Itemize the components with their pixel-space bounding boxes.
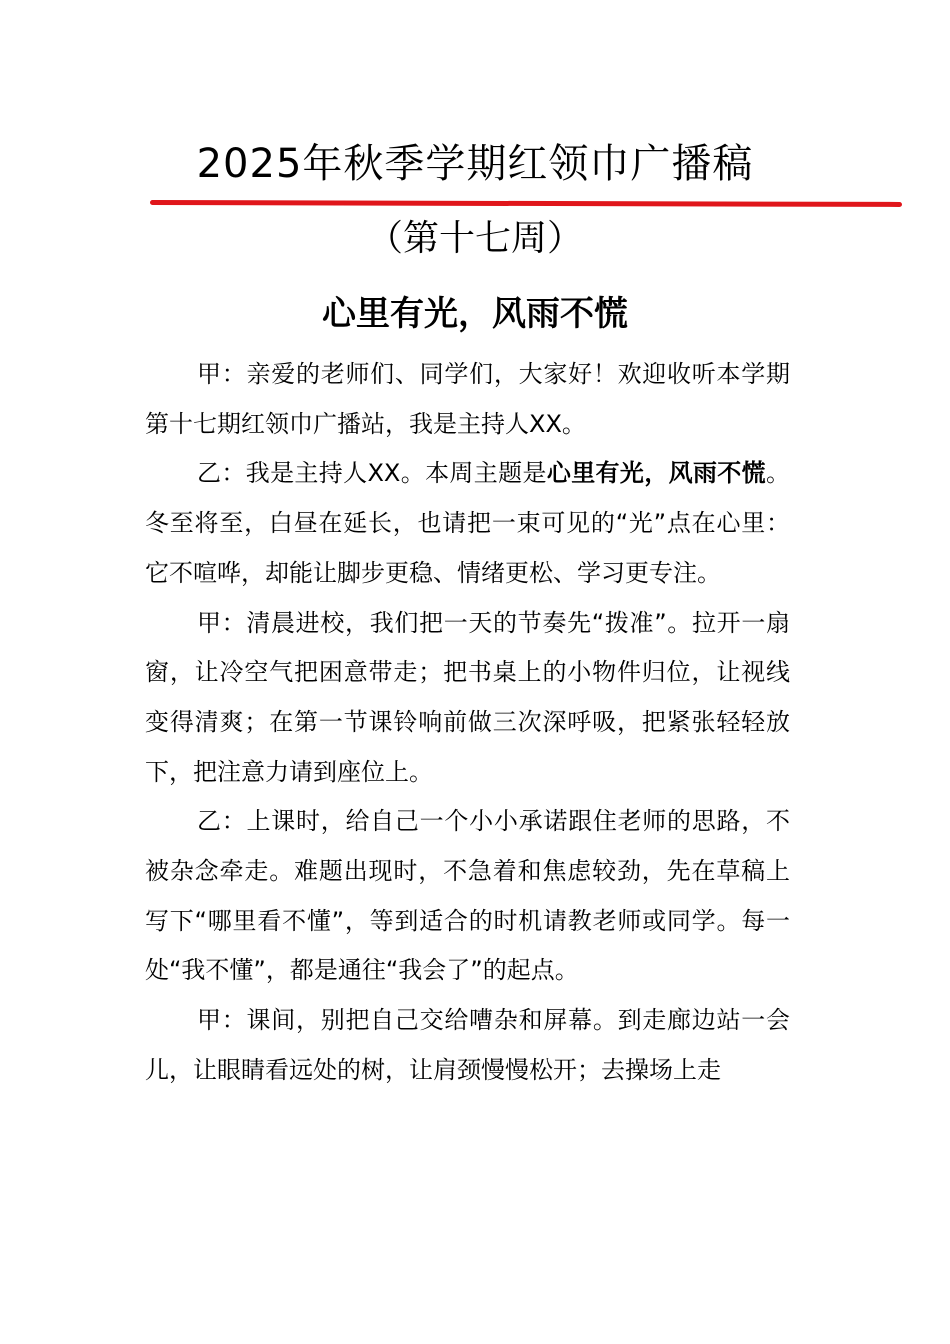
speaker-label: 乙： [197, 459, 246, 488]
paragraph [145, 449, 790, 598]
speaker-label: 乙： [197, 807, 247, 836]
paragraph-text: 我是主持人XX。本周主题是 [245, 459, 547, 488]
paragraph-text: 清晨进校，我们把一天的节奏先“拨准”。拉开一扇窗，让冷空气把困意带走；把书桌上的小物件归位，让视线变得清爽；在第一节课铃响前做三次深呼吸，把紧张轻轻放下，把注意力请到座位上。 [145, 608, 790, 786]
speaker-label: 甲： [197, 360, 247, 388]
theme-emphasis: 心里有光，风雨不慌 [546, 459, 767, 488]
document-subtitle: （第十七周） [366, 218, 583, 259]
theme-heading: 心里有光，风雨不慌 [322, 294, 628, 334]
document-body [145, 350, 790, 1096]
document-title: 2025年秋季学期红领巾广播稿 [196, 141, 754, 187]
paragraph [145, 350, 790, 449]
paragraph [145, 996, 790, 1095]
paragraph [145, 599, 790, 798]
paragraph-text: 课间，别把自己交给嘈杂和屏幕。到走廊边站一会儿，让眼睛看远处的树，让肩颈慢慢松开；去操场上走 [145, 1006, 791, 1084]
title-underline [150, 200, 902, 207]
paragraph-text: 。冬至将至，白昼在延长，也请把一束可见的“光”点在心里：它不喧哗，却能让脚步更稳、情绪更松、学习更专注。 [145, 459, 791, 587]
paragraph [145, 797, 790, 996]
speaker-label: 甲： [197, 1006, 247, 1035]
speaker-label: 甲： [197, 608, 247, 637]
paragraph-text: 亲爱的老师们、同学们，大家好！欢迎收听本学期第十七期红领巾广播站，我是主持人XX。 [145, 360, 791, 438]
paragraph-text: 上课时，给自己一个小小承诺跟住老师的思路，不被杂念牵走。难题出现时，不急着和焦虑较劲，先在草稿上写下“哪里看不懂”，等到适合的时机请教老师或同学。每一处“我不懂”，都是通往“我会了”的起点。 [145, 807, 791, 985]
